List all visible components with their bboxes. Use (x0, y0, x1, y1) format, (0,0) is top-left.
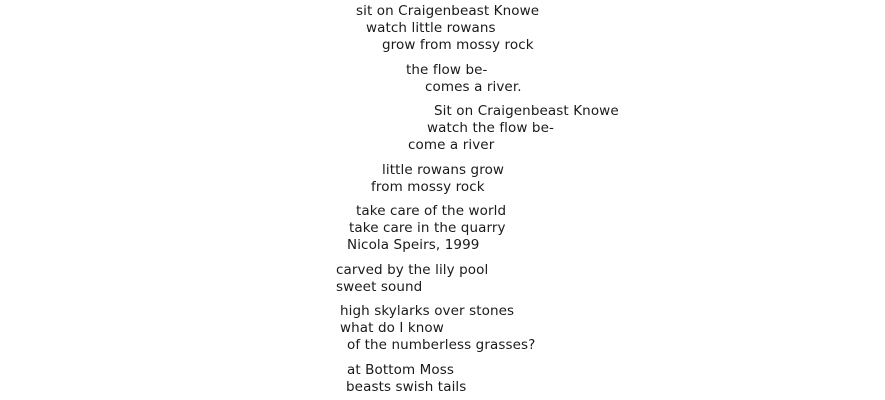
poem-line: grow from mossy rock (382, 37, 534, 53)
poem-line: take care of the world (356, 203, 507, 219)
poem-line: Sit on Craigenbeast Knowe (434, 103, 619, 119)
poem-line: beasts swish tails (346, 379, 467, 395)
poem-line: the flow be- (406, 62, 488, 78)
poem-line: watch little rowans (366, 20, 496, 36)
poem-line: carved by the lily pool (336, 262, 489, 278)
poem-line: sit on Craigenbeast Knowe (356, 3, 540, 19)
poem-line: watch the flow be- (427, 120, 554, 136)
poem-line: of the numberless grasses? (347, 337, 536, 353)
poem-line: from mossy rock (371, 179, 485, 195)
poem-line: sweet sound (336, 279, 423, 295)
poem-line: come a river (408, 137, 495, 153)
poem-line: at Bottom Moss (347, 362, 455, 378)
poem-line: little rowans grow (382, 162, 505, 178)
poem-line: comes a river. (425, 79, 522, 95)
poem-line: take care in the quarry (349, 220, 506, 236)
poem-line: Nicola Speirs, 1999 (347, 237, 480, 253)
poem-line: what do I know (340, 320, 444, 336)
poem-line: high skylarks over stones (340, 303, 515, 319)
